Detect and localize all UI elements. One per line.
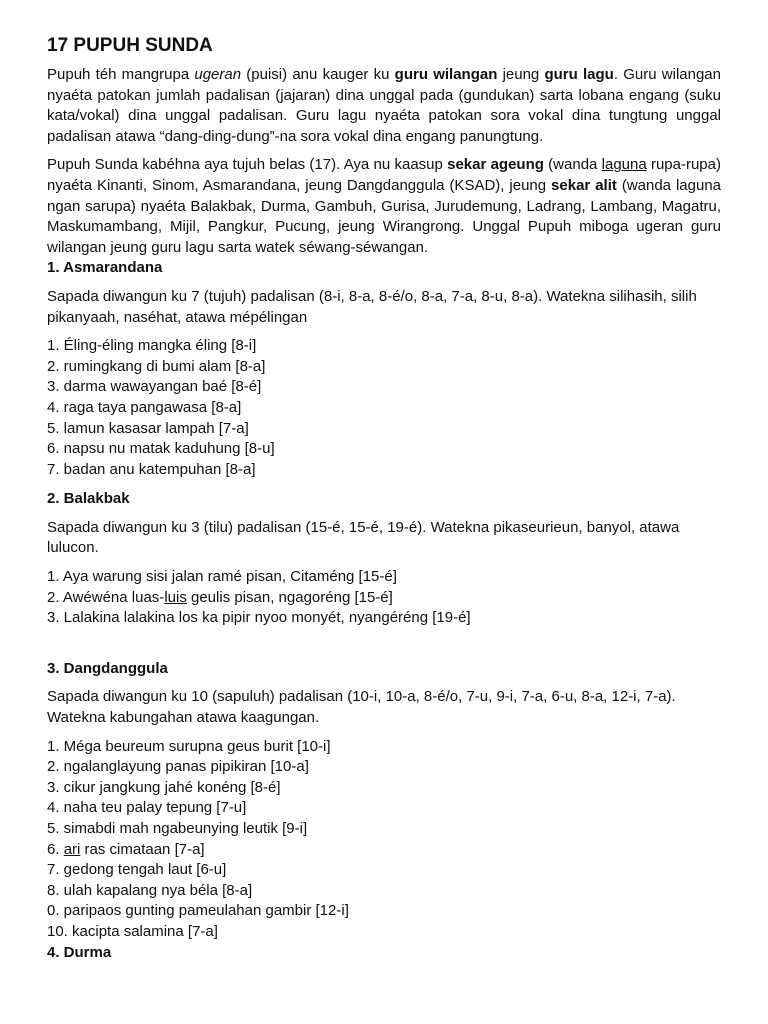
intro-p1-text-7: . Guru wilangan nyaéta patokan jumlah padalisan (jajaran) dina unggal pada (gundukan) sarta lobana engang (suku kata/vokal) dina unggal padalisan. Guru lagu nyaéta patokan sora vokal dina tungtung unggal padalisan atawa “dang-ding-dung”-na sora vokal dina engang panungtung. <box>47 66 721 145</box>
list-item: 2. ngalanglayung panas pipikiran [10-a] <box>47 758 309 776</box>
section-title-durma: 4. Durma <box>47 943 112 961</box>
intro-p2-bold-sekar-alit: sekar alit <box>551 176 617 194</box>
page-title: 17 PUPUH SUNDA <box>47 35 213 56</box>
list-item <box>47 840 721 861</box>
list-item: 5. lamun kasasar lampah [7-a] <box>47 419 249 437</box>
intro-p1-bold-guru-lagu: guru lagu <box>544 66 614 83</box>
intro-p1-bold-guru-wilangan: guru wilangan <box>394 66 498 83</box>
list-item: 4. raga taya pangawasa [8-a] <box>47 398 242 416</box>
dangdanggula-line6-text-a: 6. <box>47 840 64 858</box>
list-item: 1. Aya warung sisi jalan ramé pisan, Citaméng [15-é] <box>47 568 397 586</box>
list-item: 0. paripaos gunting pameulahan gambir [12-i] <box>47 902 349 920</box>
section-desc-balakbak: Sapada diwangun ku 3 (tilu) padalisan (15-é, 15-é, 19-é). Watekna pikaseurieun, banyol, atawa lulucon. <box>47 518 680 557</box>
list-item: 7. gedong tengah laut [6-u] <box>47 861 227 879</box>
list-item: 5. simabdi mah ngabeunying leutik [9-i] <box>47 820 308 837</box>
blank-line <box>47 629 721 650</box>
balakbak-line2-text-a: 2. Awéwéna luas- <box>47 588 165 606</box>
list-item: 8. ulah kapalang nya béla [8-a] <box>47 881 253 899</box>
section-title-balakbak: 2. Balakbak <box>47 490 130 508</box>
dangdanggula-line6-underline-ari: ari <box>63 840 81 858</box>
list-item: 2. rumingkang di bumi alam [8-a] <box>47 357 266 375</box>
asmarandana-lines <box>47 336 721 480</box>
intro-p1-text-1: Pupuh téh mangrupa <box>47 66 195 83</box>
section-title-asmarandana: 1. Asmarandana <box>47 259 163 277</box>
list-item: 4. naha teu palay tepung [7-u] <box>47 799 247 817</box>
section-title-dangdanggula: 3. Dangdanggula <box>47 659 168 677</box>
intro-p2-bold-sekar-ageung: sekar ageung <box>447 156 544 174</box>
intro-p2-text-3: (wanda <box>543 156 602 174</box>
intro-p2-underline-laguna: laguna <box>601 156 647 174</box>
dangdanggula-line6-text-c: ras cimataan [7-a] <box>80 840 205 858</box>
intro-p2-text-7: (wanda laguna ngan sarupa) nyaéta Balakbak, Durma, Gambuh, Gurisa, Jurudemung, Ladrang, Lambang, Magatru, Maskumambang, Mijil, Pangkur, Pucung, jeung Wirangrong. Unggal Pupuh miboga ugeran guru wilangan jeung guru lagu sarta watek séwang-séwangan. <box>47 176 722 256</box>
intro-p1-italic-ugeran: ugeran <box>194 66 242 83</box>
intro-p2-text-1: Pupuh Sunda kabéhna aya tujuh belas (17). Aya nu kaasup <box>47 156 448 174</box>
list-item: 1. Éling-éling mangka éling [8-i] <box>47 337 257 355</box>
list-item: 7. badan anu katempuhan [8-a] <box>47 460 256 478</box>
section-desc-asmarandana: Sapada diwangun ku 7 (tujuh) padalisan (8-i, 8-a, 8-é/o, 8-a, 7-a, 8-u, 8-a). Watekna silihasih, silih pikanyaah, naséhat, atawa mépélingan <box>47 287 697 326</box>
section-desc-dangdanggula: Sapada diwangun ku 10 (sapuluh) padalisan (10-i, 10-a, 8-é/o, 7-u, 9-i, 7-a, 6-u, 8-a, 12-i, 7-a). Watekna kabungahan atawa kaagungan. <box>47 688 676 727</box>
list-item: 3. Lalakina lalakina los ka pipir nyoo monyét, nyangéréng [19-é] <box>47 609 471 627</box>
intro-p2-text-5: rupa-rupa) nyaéta Kinanti, Sinom, Asmarandana, jeung Dangdanggula (KSAD), jeung <box>47 156 721 194</box>
intro-paragraph-2 <box>47 155 721 258</box>
list-item: 3. cikur jangkung jahé konéng [8-é] <box>47 778 281 796</box>
balakbak-line2-underline-luis: luis <box>164 588 187 606</box>
intro-p1-text-3: (puisi) anu kauger ku <box>241 66 395 83</box>
balakbak-lines <box>47 567 721 629</box>
list-item: 3. darma wawayangan baé [8-é] <box>47 378 262 396</box>
balakbak-line2-text-c: geulis pisan, ngagoréng [15-é] <box>186 588 393 606</box>
list-item: 10. kacipta salamina [7-a] <box>47 922 218 940</box>
intro-paragraph-1 <box>47 65 721 147</box>
list-item: 6. napsu nu matak kaduhung [8-u] <box>47 440 275 458</box>
list-item <box>47 588 721 609</box>
intro-p1-text-5: jeung <box>497 66 545 83</box>
dangdanggula-lines <box>47 737 721 943</box>
list-item: 1. Méga beureum surupna geus burit [10-i] <box>47 737 331 755</box>
